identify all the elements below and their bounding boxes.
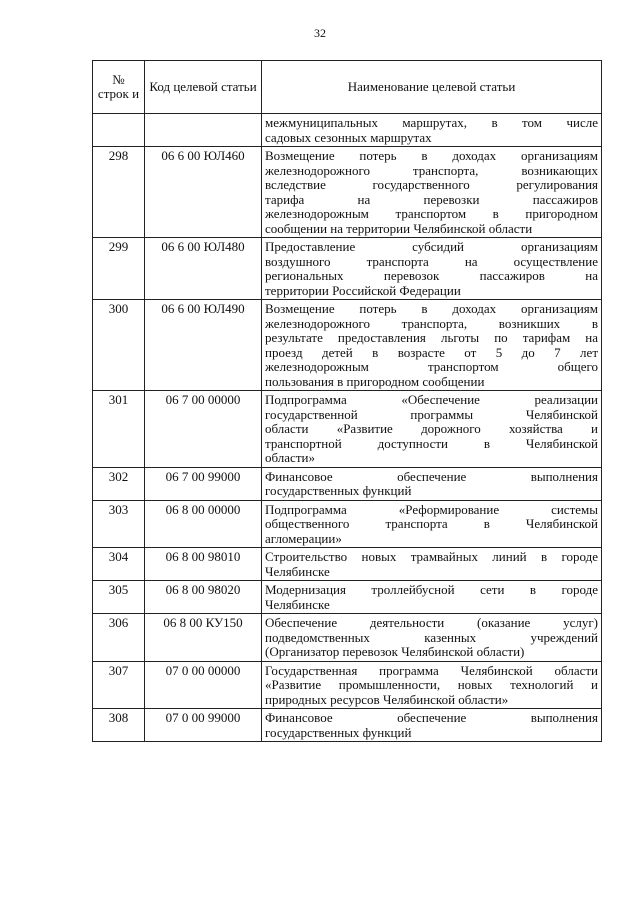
target-code-cell: 07 0 00 99000 xyxy=(145,709,262,742)
target-name-line: территории Российской Федерации xyxy=(265,282,461,298)
row-number-cell xyxy=(93,114,145,147)
target-name-line: результате предоставления льготы по тарифам на xyxy=(265,330,598,345)
row-number-cell: 303 xyxy=(93,500,145,548)
target-name-cell xyxy=(262,661,602,709)
target-code-cell: 06 6 00 ЮЛ460 xyxy=(145,147,262,238)
target-name-line: пользования в пригородном сообщении xyxy=(265,373,485,389)
row-number-cell: 301 xyxy=(93,391,145,468)
row-number-cell: 305 xyxy=(93,581,145,614)
row-number-cell: 307 xyxy=(93,661,145,709)
row-number-cell: 300 xyxy=(93,300,145,391)
row-number-cell: 302 xyxy=(93,467,145,500)
row-number-cell: 298 xyxy=(93,147,145,238)
target-name-line: государственных функций xyxy=(265,483,412,498)
target-name-line: Подпрограмма «Обеспечение реализации xyxy=(265,392,598,407)
header-target-code: Код целевой статьи xyxy=(145,61,262,114)
target-name-cell xyxy=(262,548,602,581)
target-code-cell: 06 8 00 КУ150 xyxy=(145,614,262,662)
table-body xyxy=(93,114,602,742)
row-number-cell: 299 xyxy=(93,238,145,300)
target-name-cell xyxy=(262,300,602,391)
target-name-line: подведомственных казенных учреждений xyxy=(265,629,598,645)
table-row xyxy=(93,147,602,238)
page-number: 32 xyxy=(314,26,326,40)
header-row-number: № строк и xyxy=(93,61,145,114)
target-name-cell xyxy=(262,581,602,614)
target-name-cell xyxy=(262,467,602,500)
target-name-line: железнодорожным транспортом общего xyxy=(265,359,598,374)
table-row xyxy=(93,614,602,662)
target-name-line: агломерации» xyxy=(265,530,342,546)
table-row xyxy=(93,581,602,614)
table-row xyxy=(93,114,602,147)
target-name-line: природных ресурсов Челябинской области» xyxy=(265,691,509,707)
target-name-line: транспортной доступности в Челябинской xyxy=(265,435,598,451)
target-name-line: Финансовое обеспечение выполнения xyxy=(265,468,598,484)
target-name-line: Челябинске xyxy=(265,563,330,579)
row-number-cell: 304 xyxy=(93,548,145,581)
target-name-line: Возмещение потерь в доходах организациям xyxy=(265,301,598,316)
target-code-cell: 06 6 00 ЮЛ490 xyxy=(145,300,262,391)
target-name-cell xyxy=(262,709,602,742)
table-row xyxy=(93,300,602,391)
target-name-line: государственных функций xyxy=(265,724,412,740)
target-name-line: межмуниципальных маршрутах, в том числе xyxy=(265,115,598,130)
target-name-cell xyxy=(262,147,602,238)
target-name-line: общественного транспорта в Челябинской xyxy=(265,516,598,531)
target-name-line: железнодорожным транспортом в пригородном xyxy=(265,206,598,221)
target-code-cell: 06 7 00 99000 xyxy=(145,467,262,500)
target-name-line: Возмещение потерь в доходах организациям xyxy=(265,148,598,163)
target-name-line: Модернизация троллейбусной сети в городе xyxy=(265,582,598,597)
target-name-line: Государственная программа Челябинской области xyxy=(265,662,598,678)
target-code-cell: 06 7 00 00000 xyxy=(145,391,262,468)
table-row xyxy=(93,548,602,581)
target-code-cell xyxy=(145,114,262,147)
target-code-cell: 06 8 00 98020 xyxy=(145,581,262,614)
target-name-line: железнодорожного транспорта, возникших в xyxy=(265,315,598,331)
target-name-cell xyxy=(262,500,602,548)
target-name-line: (Организатор перевозок Челябинской области) xyxy=(265,644,525,659)
table-row xyxy=(93,467,602,500)
table-row xyxy=(93,661,602,709)
table-row xyxy=(93,500,602,548)
table-row xyxy=(93,391,602,468)
budget-classification-table xyxy=(92,60,602,742)
target-name-line: Финансовое обеспечение выполнения xyxy=(265,710,598,725)
target-name-line: Челябинске xyxy=(265,596,330,612)
header-target-name: Наименование целевой статьи xyxy=(262,61,602,114)
table-row xyxy=(93,709,602,742)
target-code-cell: 06 6 00 ЮЛ480 xyxy=(145,238,262,300)
target-name-line: проезд детей в возрасте от 5 до 7 лет xyxy=(265,344,598,360)
target-name-line: области «Развитие дорожного хозяйства и xyxy=(265,421,598,436)
target-code-cell: 07 0 00 00000 xyxy=(145,661,262,709)
row-number-cell: 308 xyxy=(93,709,145,742)
target-name-line: «Развитие промышленности, новых технологий и xyxy=(265,677,598,692)
table-row xyxy=(93,238,602,300)
target-name-cell xyxy=(262,238,602,300)
target-name-line: Предоставление субсидий организациям xyxy=(265,239,598,254)
target-name-cell xyxy=(262,391,602,468)
target-name-line: региональных перевозок пассажиров на xyxy=(265,268,598,283)
target-name-cell xyxy=(262,114,602,147)
target-name-line: Обеспечение деятельности (оказание услуг) xyxy=(265,615,598,630)
target-name-line: сообщении на территории Челябинской области xyxy=(265,220,533,236)
target-name-line: Подпрограмма «Реформирование системы xyxy=(265,501,598,517)
target-code-cell: 06 8 00 98010 xyxy=(145,548,262,581)
target-name-line: железнодорожного транспорта, возникающих xyxy=(265,162,598,178)
target-name-line: области» xyxy=(265,450,315,465)
target-name-cell xyxy=(262,614,602,662)
target-name-line: садовых сезонных маршрутах xyxy=(265,129,432,145)
table-header-row xyxy=(93,61,602,114)
target-name-line: государственной программы Челябинской xyxy=(265,406,598,422)
target-name-line: Строительство новых трамвайных линий в городе xyxy=(265,549,598,564)
target-name-line: вследствие государственного регулирования xyxy=(265,177,598,192)
target-name-line: тарифа на перевозки пассажиров xyxy=(265,191,598,207)
target-name-line: воздушного транспорта на осуществление xyxy=(265,253,598,269)
target-code-cell: 06 8 00 00000 xyxy=(145,500,262,548)
row-number-cell: 306 xyxy=(93,614,145,662)
